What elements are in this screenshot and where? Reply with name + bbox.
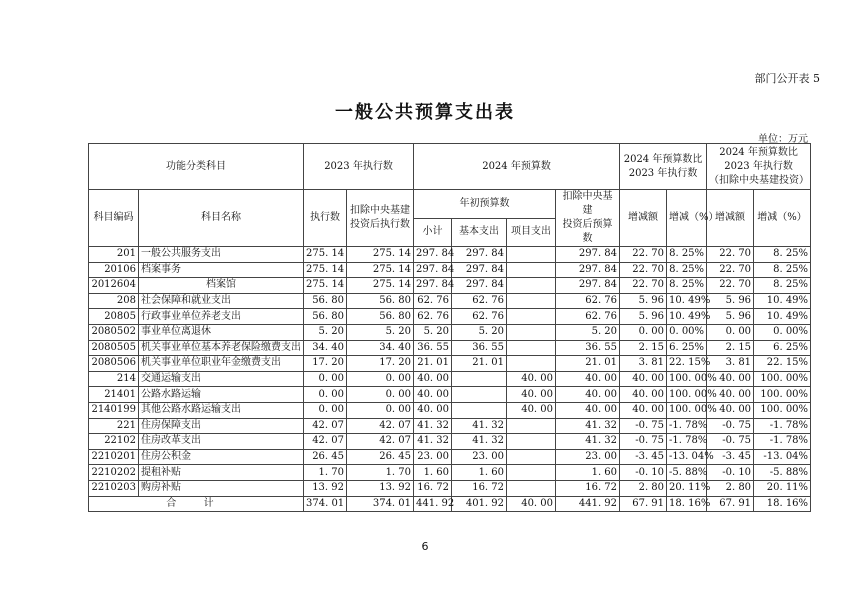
cell-incr-pct: 10. 49%: [667, 309, 707, 325]
cell-subject-name: 公路水路运输: [139, 387, 304, 403]
cell-basic: 36. 55: [452, 340, 507, 356]
cell-project: [507, 293, 556, 309]
cell-project: [507, 449, 556, 465]
table-row: [89, 371, 811, 387]
cell-incr-amount: -0. 10: [620, 465, 667, 481]
total-cell-project: 40. 00: [507, 496, 556, 512]
cell-incr-pct: -1. 78%: [667, 418, 707, 434]
cell-code: 20106: [89, 262, 139, 278]
total-cell-incr-amount: 67. 91: [620, 496, 667, 512]
cell-code: 21401: [89, 387, 139, 403]
cell-subject-name: 住房保障支出: [139, 418, 304, 434]
total-cell-exec-excl: 374. 01: [347, 496, 414, 512]
cell-incr-pct: 6. 25%: [667, 340, 707, 356]
cell-budget-excl: 62. 76: [556, 293, 620, 309]
cell-incr-amount-2: -3. 45: [707, 449, 754, 465]
cell-budget-excl: 41. 32: [556, 434, 620, 450]
cell-subtotal: 41. 32: [414, 418, 452, 434]
cell-budget-excl: 40. 00: [556, 371, 620, 387]
col-header-cmp-exec: 2024 年预算数比 2023 年执行数: [620, 144, 707, 190]
cell-budget-excl: 297. 84: [556, 262, 620, 278]
cell-basic: 62. 76: [452, 293, 507, 309]
cell-incr-pct-2: 20. 11%: [754, 480, 811, 496]
cell-incr-amount-2: 40. 00: [707, 387, 754, 403]
cell-incr-amount: 3. 81: [620, 356, 667, 372]
col-header-cmp-excl: 2024 年预算数比 2023 年执行数 （扣除中央基建投资）: [707, 144, 811, 190]
cell-basic: 21. 01: [452, 356, 507, 372]
cell-subtotal: 36. 55: [414, 340, 452, 356]
cell-incr-pct-2: -13. 04%: [754, 449, 811, 465]
cell-exec: 34. 40: [304, 340, 347, 356]
col-header-exec-2023: 2023 年执行数: [304, 144, 414, 190]
cell-project: [507, 278, 556, 294]
cell-code: 2210203: [89, 480, 139, 496]
cell-incr-amount-2: -0. 75: [707, 418, 754, 434]
cell-incr-pct: -13. 04%: [667, 449, 707, 465]
cell-incr-pct-2: 10. 49%: [754, 293, 811, 309]
col-header-budget-2024: 2024 年预算数: [414, 144, 620, 190]
budget-table-body: [89, 247, 811, 512]
cell-code: 22102: [89, 434, 139, 450]
cell-budget-excl: 297. 84: [556, 247, 620, 263]
cell-subtotal: 41. 32: [414, 434, 452, 450]
cell-budget-excl: 41. 32: [556, 418, 620, 434]
cell-incr-pct-2: 22. 15%: [754, 356, 811, 372]
cell-incr-amount: 40. 00: [620, 402, 667, 418]
cell-code: 2210201: [89, 449, 139, 465]
cell-exec: 17. 20: [304, 356, 347, 372]
cell-incr-pct: 8. 25%: [667, 278, 707, 294]
col-header-exec-excl: 扣除中央基建 投资后执行数: [347, 190, 414, 247]
cell-incr-amount-2: 5. 96: [707, 309, 754, 325]
table-row: [89, 340, 811, 356]
cell-project: 40. 00: [507, 402, 556, 418]
cell-incr-amount: -0. 75: [620, 418, 667, 434]
cell-code: 2080505: [89, 340, 139, 356]
table-row: [89, 324, 811, 340]
cell-incr-amount: -0. 75: [620, 434, 667, 450]
cell-project: [507, 262, 556, 278]
cell-incr-pct-2: -1. 78%: [754, 434, 811, 450]
cell-exec-excl: 56. 80: [347, 309, 414, 325]
cell-subject-name: 档案馆: [139, 278, 304, 294]
cell-code: 2210202: [89, 465, 139, 481]
col-header-exec-amount: 执行数: [304, 190, 347, 247]
col-header-initial-budget: 年初预算数: [414, 190, 556, 219]
cell-budget-excl: 297. 84: [556, 278, 620, 294]
total-cell-subtotal: 441. 92: [414, 496, 452, 512]
cell-exec-excl: 1. 70: [347, 465, 414, 481]
col-header-incr-amount: 增减额: [620, 190, 667, 247]
cell-project: [507, 465, 556, 481]
col-header-incr-pct-2: 增减（%）: [754, 190, 811, 247]
page-title: 一般公共预算支出表: [335, 102, 515, 123]
cell-subject-name: 事业单位离退休: [139, 324, 304, 340]
total-cell-incr-pct-2: 18. 16%: [754, 496, 811, 512]
cell-incr-pct: 0. 00%: [667, 324, 707, 340]
cell-incr-pct: 8. 25%: [667, 247, 707, 263]
cell-incr-pct: 22. 15%: [667, 356, 707, 372]
cell-exec: 275. 14: [304, 247, 347, 263]
cell-incr-amount: 22. 70: [620, 278, 667, 294]
cell-exec: 42. 07: [304, 418, 347, 434]
cell-incr-amount: 40. 00: [620, 387, 667, 403]
cell-project: [507, 324, 556, 340]
cell-exec: 0. 00: [304, 387, 347, 403]
total-cell-basic: 401. 92: [452, 496, 507, 512]
cell-incr-pct-2: 8. 25%: [754, 247, 811, 263]
cell-project: [507, 247, 556, 263]
cell-exec-excl: 26. 45: [347, 449, 414, 465]
cell-budget-excl: 36. 55: [556, 340, 620, 356]
cell-subtotal: 21. 01: [414, 356, 452, 372]
total-cell-incr-amount-2: 67. 91: [707, 496, 754, 512]
cell-incr-pct: 10. 49%: [667, 293, 707, 309]
cell-subject-name: 住房公积金: [139, 449, 304, 465]
total-cell-budget-excl: 441. 92: [556, 496, 620, 512]
cell-incr-amount-2: 5. 96: [707, 293, 754, 309]
cell-exec-excl: 275. 14: [347, 278, 414, 294]
cell-exec: 0. 00: [304, 402, 347, 418]
cell-incr-pct-2: -1. 78%: [754, 418, 811, 434]
cell-basic: 1. 60: [452, 465, 507, 481]
total-cell-exec: 374. 01: [304, 496, 347, 512]
cell-exec: 56. 80: [304, 309, 347, 325]
cell-subject-name: 购房补贴: [139, 480, 304, 496]
cell-code: 214: [89, 371, 139, 387]
cell-basic: [452, 387, 507, 403]
cell-incr-amount: 5. 96: [620, 293, 667, 309]
cell-budget-excl: 40. 00: [556, 402, 620, 418]
cell-incr-amount: 22. 70: [620, 262, 667, 278]
cell-basic: 41. 32: [452, 418, 507, 434]
budget-table: [88, 143, 811, 512]
cell-incr-pct-2: 0. 00%: [754, 324, 811, 340]
table-row: [89, 465, 811, 481]
cell-budget-excl: 5. 20: [556, 324, 620, 340]
cell-exec: 42. 07: [304, 434, 347, 450]
col-header-budget-excl: 扣除中央基建 投资后预算数: [556, 190, 620, 247]
cell-incr-pct-2: 100. 00%: [754, 371, 811, 387]
cell-exec-excl: 0. 00: [347, 402, 414, 418]
cell-incr-pct-2: 10. 49%: [754, 309, 811, 325]
table-row: [89, 309, 811, 325]
cell-incr-pct-2: 8. 25%: [754, 262, 811, 278]
cell-exec-excl: 56. 80: [347, 293, 414, 309]
cell-incr-pct: 100. 00%: [667, 371, 707, 387]
page-number: 6: [421, 540, 429, 553]
cell-project: [507, 418, 556, 434]
cell-exec-excl: 275. 14: [347, 247, 414, 263]
table-row: [89, 449, 811, 465]
cell-exec-excl: 17. 20: [347, 356, 414, 372]
cell-basic: 5. 20: [452, 324, 507, 340]
cell-code: 2140199: [89, 402, 139, 418]
cell-exec-excl: 5. 20: [347, 324, 414, 340]
cell-exec: 275. 14: [304, 278, 347, 294]
table-row: [89, 293, 811, 309]
col-header-func-class: 功能分类科目: [89, 144, 304, 190]
cell-subject-name: 住房改革支出: [139, 434, 304, 450]
cell-incr-pct-2: 8. 25%: [754, 278, 811, 294]
cell-basic: 297. 84: [452, 262, 507, 278]
cell-project: [507, 434, 556, 450]
cell-project: 40. 00: [507, 371, 556, 387]
cell-basic: 297. 84: [452, 247, 507, 263]
cell-exec: 275. 14: [304, 262, 347, 278]
cell-incr-amount: 22. 70: [620, 247, 667, 263]
cell-subtotal: 16. 72: [414, 480, 452, 496]
cell-basic: 41. 32: [452, 434, 507, 450]
table-label: 部门公开表 5: [754, 72, 820, 85]
col-header-incr-pct: 增减（%）: [667, 190, 707, 247]
cell-incr-amount: 2. 15: [620, 340, 667, 356]
cell-incr-amount-2: 40. 00: [707, 371, 754, 387]
cell-subject-name: 社会保障和就业支出: [139, 293, 304, 309]
table-row: [89, 434, 811, 450]
cell-subtotal: 297. 84: [414, 278, 452, 294]
cell-exec-excl: 0. 00: [347, 371, 414, 387]
cell-exec-excl: 34. 40: [347, 340, 414, 356]
cell-exec: 26. 45: [304, 449, 347, 465]
cell-exec: 1. 70: [304, 465, 347, 481]
cell-incr-amount: -3. 45: [620, 449, 667, 465]
col-header-project: 项目支出: [507, 218, 556, 247]
col-header-subject-name: 科目名称: [139, 190, 304, 247]
cell-code: 208: [89, 293, 139, 309]
cell-code: 221: [89, 418, 139, 434]
cell-subject-name: 行政事业单位养老支出: [139, 309, 304, 325]
cell-subject-name: 一般公共服务支出: [139, 247, 304, 263]
cell-project: [507, 480, 556, 496]
cell-subject-name: 提租补贴: [139, 465, 304, 481]
cell-subtotal: 40. 00: [414, 371, 452, 387]
cell-incr-pct: -5. 88%: [667, 465, 707, 481]
cell-subtotal: 297. 84: [414, 262, 452, 278]
table-row: [89, 418, 811, 434]
cell-incr-pct-2: 6. 25%: [754, 340, 811, 356]
cell-incr-pct: -1. 78%: [667, 434, 707, 450]
cell-subject-name: 机关事业单位基本养老保险缴费支出: [139, 340, 304, 356]
table-row: [89, 480, 811, 496]
cell-subject-name: 机关事业单位职业年金缴费支出: [139, 356, 304, 372]
cell-budget-excl: 1. 60: [556, 465, 620, 481]
cell-incr-pct-2: 100. 00%: [754, 402, 811, 418]
cell-subtotal: 297. 84: [414, 247, 452, 263]
cell-incr-pct-2: -5. 88%: [754, 465, 811, 481]
cell-subtotal: 62. 76: [414, 309, 452, 325]
cell-subtotal: 1. 60: [414, 465, 452, 481]
cell-project: [507, 356, 556, 372]
cell-exec: 5. 20: [304, 324, 347, 340]
cell-subtotal: 23. 00: [414, 449, 452, 465]
cell-incr-amount-2: 2. 80: [707, 480, 754, 496]
cell-basic: [452, 402, 507, 418]
cell-budget-excl: 21. 01: [556, 356, 620, 372]
cell-code: 2080506: [89, 356, 139, 372]
table-row: [89, 278, 811, 294]
col-header-incr-amount-2: 增减额: [707, 190, 754, 247]
cell-exec-excl: 42. 07: [347, 418, 414, 434]
cell-code: 2012604: [89, 278, 139, 294]
cell-basic: 62. 76: [452, 309, 507, 325]
table-row: [89, 402, 811, 418]
cell-project: [507, 340, 556, 356]
cell-project: 40. 00: [507, 387, 556, 403]
cell-incr-amount: 40. 00: [620, 371, 667, 387]
table-row: [89, 356, 811, 372]
cell-incr-amount: 5. 96: [620, 309, 667, 325]
col-header-code: 科目编码: [89, 190, 139, 247]
cell-incr-amount: 2. 80: [620, 480, 667, 496]
cell-incr-amount-2: 3. 81: [707, 356, 754, 372]
col-header-basic: 基本支出: [452, 218, 507, 247]
cell-subtotal: 40. 00: [414, 402, 452, 418]
cell-exec-excl: 13. 92: [347, 480, 414, 496]
cell-code: 20805: [89, 309, 139, 325]
cell-budget-excl: 23. 00: [556, 449, 620, 465]
cell-code: 2080502: [89, 324, 139, 340]
cell-code: 201: [89, 247, 139, 263]
total-cell-incr-pct: 18. 16%: [667, 496, 707, 512]
cell-exec-excl: 0. 00: [347, 387, 414, 403]
cell-budget-excl: 62. 76: [556, 309, 620, 325]
total-label: 合 计: [89, 496, 304, 512]
table-row: [89, 387, 811, 403]
cell-incr-amount-2: 2. 15: [707, 340, 754, 356]
cell-incr-amount-2: 22. 70: [707, 278, 754, 294]
cell-basic: [452, 371, 507, 387]
col-header-subtotal: 小计: [414, 218, 452, 247]
cell-budget-excl: 40. 00: [556, 387, 620, 403]
cell-subject-name: 档案事务: [139, 262, 304, 278]
cell-incr-amount-2: -0. 10: [707, 465, 754, 481]
cell-exec: 0. 00: [304, 371, 347, 387]
cell-subtotal: 40. 00: [414, 387, 452, 403]
cell-basic: 297. 84: [452, 278, 507, 294]
cell-incr-amount-2: 22. 70: [707, 262, 754, 278]
cell-budget-excl: 16. 72: [556, 480, 620, 496]
cell-incr-pct-2: 100. 00%: [754, 387, 811, 403]
unit-label: 单位：万元: [758, 134, 808, 145]
cell-basic: 16. 72: [452, 480, 507, 496]
cell-incr-pct: 8. 25%: [667, 262, 707, 278]
table-row: [89, 262, 811, 278]
table-row: [89, 247, 811, 263]
cell-subject-name: 交通运输支出: [139, 371, 304, 387]
cell-incr-amount: 0. 00: [620, 324, 667, 340]
cell-subtotal: 62. 76: [414, 293, 452, 309]
cell-exec-excl: 42. 07: [347, 434, 414, 450]
cell-incr-pct: 100. 00%: [667, 387, 707, 403]
cell-exec: 56. 80: [304, 293, 347, 309]
cell-subject-name: 其他公路水路运输支出: [139, 402, 304, 418]
cell-incr-pct: 20. 11%: [667, 480, 707, 496]
cell-incr-amount-2: 0. 00: [707, 324, 754, 340]
cell-incr-pct: 100. 00%: [667, 402, 707, 418]
cell-incr-amount-2: 22. 70: [707, 247, 754, 263]
total-row: [89, 496, 811, 512]
cell-incr-amount-2: -0. 75: [707, 434, 754, 450]
cell-project: [507, 309, 556, 325]
cell-basic: 23. 00: [452, 449, 507, 465]
cell-exec-excl: 275. 14: [347, 262, 414, 278]
cell-subtotal: 5. 20: [414, 324, 452, 340]
cell-incr-amount-2: 40. 00: [707, 402, 754, 418]
cell-exec: 13. 92: [304, 480, 347, 496]
